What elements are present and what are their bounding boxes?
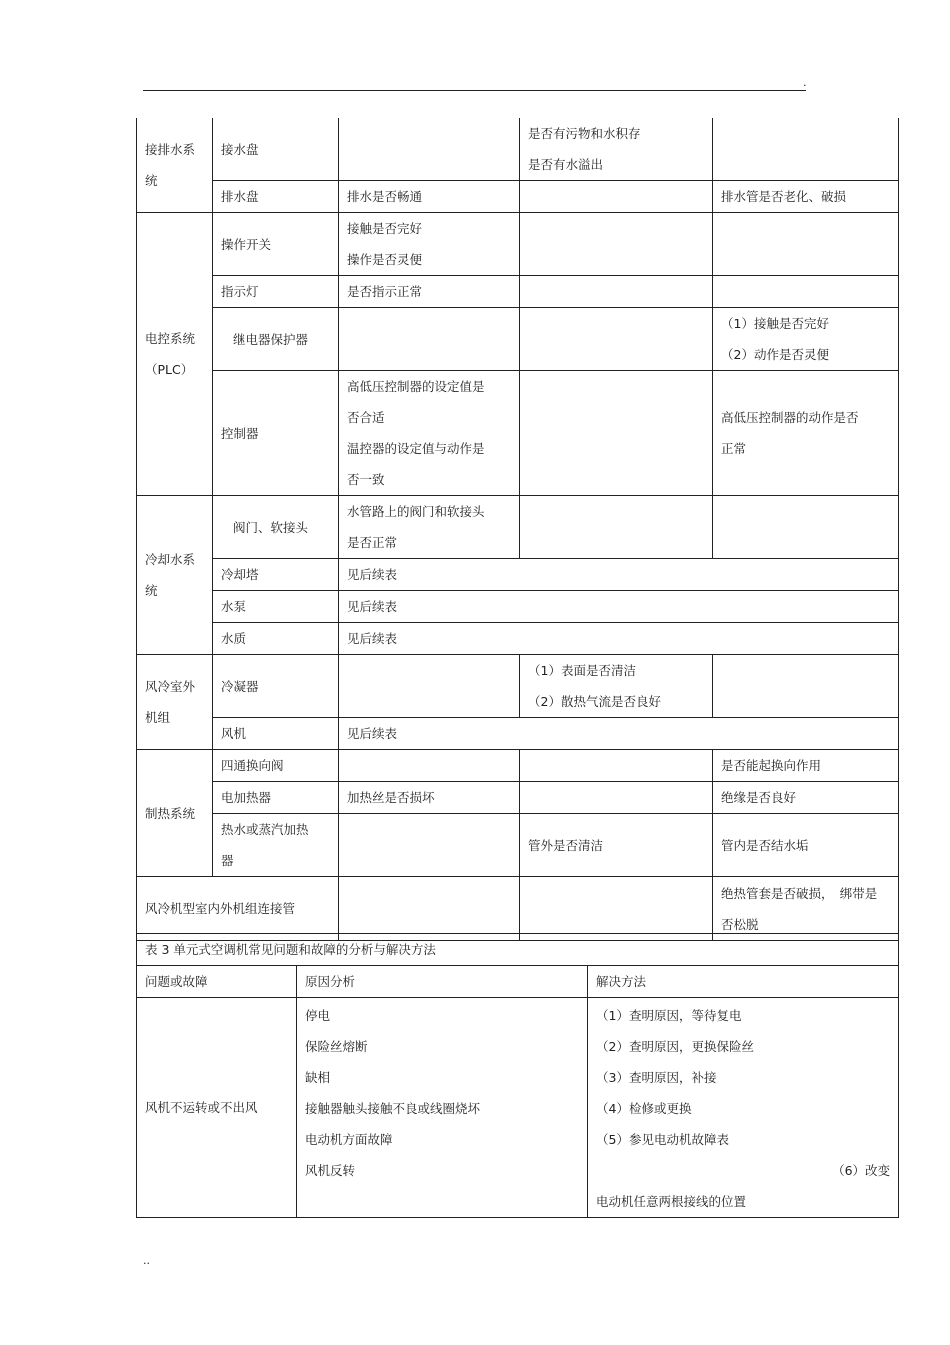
cell: 排水是否畅通	[339, 181, 520, 213]
cell: （1）表面是否清洁 （2）散热气流是否良好	[520, 655, 713, 718]
header-dot: .	[803, 76, 807, 89]
cause-list: 停电 保险丝熔断 缺相 接触器触头接触不良或线圈烧坏 电动机方面故障 风机反转	[305, 1008, 481, 1178]
solution-list: （1）查明原因，等待复电 （2）查明原因，更换保险丝 （3）查明原因，补接 （4）检修或更换 （5）参见电动机故障表	[596, 1008, 754, 1147]
cell: 见后续表	[339, 718, 899, 750]
cell: 水管路上的阀门和软接头 是否正常	[339, 496, 520, 559]
cell: 见后续表	[339, 591, 899, 623]
cell	[339, 655, 520, 718]
item-indicator: 指示灯	[213, 276, 339, 308]
item-switch: 操作开关	[213, 213, 339, 276]
cell	[713, 213, 899, 276]
item-relay: 继电器保护器	[213, 308, 339, 371]
cell	[339, 814, 520, 877]
category-drainage: 接排水系 统	[137, 118, 213, 213]
cell: 排水管是否老化、破损	[713, 181, 899, 213]
solution-6-end: 电动机任意两根接线的位置	[596, 1194, 747, 1209]
cell: 管外是否清洁	[520, 814, 713, 877]
item-electric-heater: 电加热器	[213, 782, 339, 814]
cell: 管内是否结水垢	[713, 814, 899, 877]
cell: 见后续表	[339, 559, 899, 591]
cell	[713, 496, 899, 559]
fault-analysis-table	[136, 933, 899, 1218]
cell: （1）接触是否完好 （2）动作是否灵便	[713, 308, 899, 371]
cell: 是否有污物和水积存 是否有水溢出	[520, 118, 713, 181]
cell: 是否指示正常	[339, 276, 520, 308]
header-rule	[143, 90, 806, 91]
item-fan: 风机	[213, 718, 339, 750]
cell	[520, 308, 713, 371]
cell	[520, 750, 713, 782]
problem-fan-not-running: 风机不运转或不出风	[137, 998, 297, 1218]
cell	[339, 118, 520, 181]
category-heating: 制热系统	[137, 750, 213, 877]
header-problem: 问题或故障	[137, 966, 297, 998]
cell	[713, 655, 899, 718]
item-pump: 水泵	[213, 591, 339, 623]
cell	[339, 877, 520, 941]
cell: 高低压控制器的设定值是 否合适 温控器的设定值与动作是 否一致	[339, 371, 520, 496]
cell: 是否能起换向作用	[713, 750, 899, 782]
cell	[339, 308, 520, 371]
cell	[520, 181, 713, 213]
header-cause: 原因分析	[297, 966, 588, 998]
maintenance-table	[136, 118, 899, 941]
cell	[520, 213, 713, 276]
item-hot-water-heater: 热水或蒸汽加热 器	[213, 814, 339, 877]
cell	[520, 782, 713, 814]
item-drain-tray: 排水盘	[213, 181, 339, 213]
cell: 绝热管套是否破损， 绑带是 否松脱	[713, 877, 899, 941]
cell	[713, 118, 899, 181]
category-connecting-pipe: 风冷机型室内外机组连接管	[137, 877, 339, 941]
header-solution: 解决方法	[588, 966, 899, 998]
category-electric-control: 电控系统 （PLC）	[137, 213, 213, 496]
table-title: 表 3 单元式空调机常见问题和故障的分析与解决方法	[137, 934, 899, 966]
item-water-quality: 水质	[213, 623, 339, 655]
cell: 高低压控制器的动作是否 正常	[713, 371, 899, 496]
cell: 接触是否完好 操作是否灵便	[339, 213, 520, 276]
solution-6-start: （6）改变	[832, 1163, 891, 1178]
cell: 见后续表	[339, 623, 899, 655]
footer-dots: ..	[143, 1254, 150, 1267]
cell	[713, 276, 899, 308]
cell: 加热丝是否损坏	[339, 782, 520, 814]
item-condenser: 冷凝器	[213, 655, 339, 718]
cell	[520, 496, 713, 559]
cell	[520, 877, 713, 941]
cell	[520, 371, 713, 496]
item-controller: 控制器	[213, 371, 339, 496]
cell	[520, 276, 713, 308]
cell: 绝缘是否良好	[713, 782, 899, 814]
category-outdoor-unit: 风冷室外 机组	[137, 655, 213, 750]
item-reversing-valve: 四通换向阀	[213, 750, 339, 782]
category-cooling-water: 冷却水系 统	[137, 496, 213, 655]
item-water-tray: 接水盘	[213, 118, 339, 181]
item-cooling-tower: 冷却塔	[213, 559, 339, 591]
cell	[339, 750, 520, 782]
item-valves: 阀门、软接头	[213, 496, 339, 559]
